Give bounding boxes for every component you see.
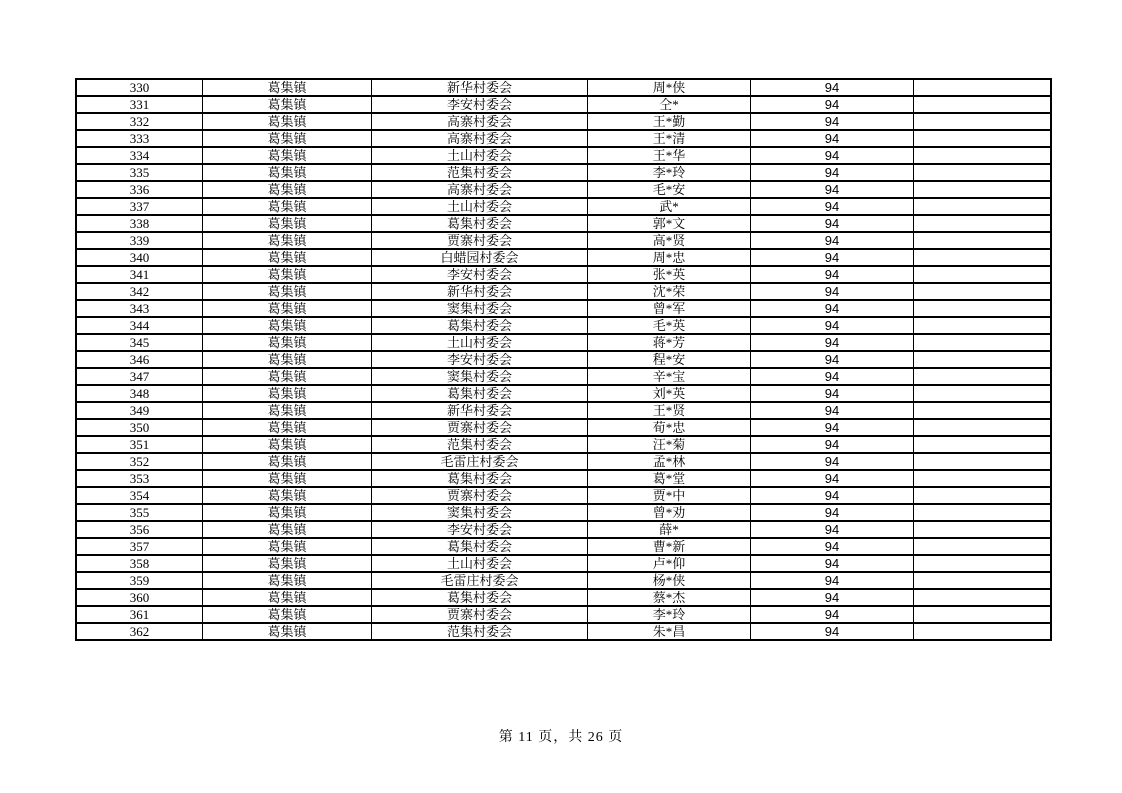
row-number-cell: 359 <box>76 572 203 589</box>
row-number-cell: 333 <box>76 130 203 147</box>
row-number-cell: 341 <box>76 266 203 283</box>
score-cell: 94 <box>751 215 914 232</box>
town-cell: 葛集镇 <box>203 249 372 266</box>
table-row <box>76 249 1051 266</box>
town-cell: 葛集镇 <box>203 419 372 436</box>
remark-cell <box>914 368 1052 385</box>
name-cell: 毛*安 <box>588 181 751 198</box>
name-cell: 程*安 <box>588 351 751 368</box>
row-number-cell: 357 <box>76 538 203 555</box>
remark-cell <box>914 232 1052 249</box>
table-row <box>76 555 1051 572</box>
row-number-cell: 346 <box>76 351 203 368</box>
village-cell: 葛集村委会 <box>372 538 588 555</box>
name-cell: 蔡*杰 <box>588 589 751 606</box>
name-cell: 卢*仰 <box>588 555 751 572</box>
score-cell: 94 <box>751 113 914 130</box>
name-cell: 高*贤 <box>588 232 751 249</box>
name-cell: 曾*劝 <box>588 504 751 521</box>
town-cell: 葛集镇 <box>203 606 372 623</box>
name-cell: 曾*军 <box>588 300 751 317</box>
table-row <box>76 232 1051 249</box>
score-cell: 94 <box>751 164 914 181</box>
town-cell: 葛集镇 <box>203 113 372 130</box>
name-cell: 沈*荣 <box>588 283 751 300</box>
score-cell: 94 <box>751 79 914 96</box>
table-row <box>76 436 1051 453</box>
table-row <box>76 351 1051 368</box>
town-cell: 葛集镇 <box>203 300 372 317</box>
name-cell: 贾*中 <box>588 487 751 504</box>
name-cell: 武* <box>588 198 751 215</box>
remark-cell <box>914 334 1052 351</box>
table-row <box>76 113 1051 130</box>
score-cell: 94 <box>751 402 914 419</box>
score-cell: 94 <box>751 283 914 300</box>
town-cell: 葛集镇 <box>203 164 372 181</box>
village-cell: 毛雷庄村委会 <box>372 453 588 470</box>
name-cell: 王*贤 <box>588 402 751 419</box>
remark-cell <box>914 606 1052 623</box>
remark-cell <box>914 266 1052 283</box>
table-row <box>76 96 1051 113</box>
results-table-body <box>76 79 1051 640</box>
remark-cell <box>914 147 1052 164</box>
name-cell: 李*玲 <box>588 606 751 623</box>
village-cell: 新华村委会 <box>372 79 588 96</box>
name-cell: 张*英 <box>588 266 751 283</box>
town-cell: 葛集镇 <box>203 572 372 589</box>
town-cell: 葛集镇 <box>203 283 372 300</box>
score-cell: 94 <box>751 351 914 368</box>
town-cell: 葛集镇 <box>203 368 372 385</box>
remark-cell <box>914 96 1052 113</box>
table-row <box>76 164 1051 181</box>
row-number-cell: 349 <box>76 402 203 419</box>
score-cell: 94 <box>751 385 914 402</box>
village-cell: 贾寨村委会 <box>372 606 588 623</box>
row-number-cell: 355 <box>76 504 203 521</box>
remark-cell <box>914 79 1052 96</box>
table-row <box>76 385 1051 402</box>
village-cell: 李安村委会 <box>372 351 588 368</box>
table-row <box>76 266 1051 283</box>
score-cell: 94 <box>751 470 914 487</box>
page-number-footer: 第 11 页，共 26 页 <box>498 730 624 745</box>
name-cell: 郭*文 <box>588 215 751 232</box>
score-cell: 94 <box>751 249 914 266</box>
row-number-cell: 343 <box>76 300 203 317</box>
table-row <box>76 79 1051 96</box>
row-number-cell: 342 <box>76 283 203 300</box>
row-number-cell: 334 <box>76 147 203 164</box>
village-cell: 土山村委会 <box>372 334 588 351</box>
score-cell: 94 <box>751 232 914 249</box>
village-cell: 窦集村委会 <box>372 504 588 521</box>
table-row <box>76 181 1051 198</box>
remark-cell <box>914 402 1052 419</box>
name-cell: 曹*新 <box>588 538 751 555</box>
village-cell: 葛集村委会 <box>372 317 588 334</box>
score-cell: 94 <box>751 538 914 555</box>
row-number-cell: 348 <box>76 385 203 402</box>
remark-cell <box>914 453 1052 470</box>
town-cell: 葛集镇 <box>203 538 372 555</box>
name-cell: 仝* <box>588 96 751 113</box>
remark-cell <box>914 419 1052 436</box>
village-cell: 李安村委会 <box>372 96 588 113</box>
name-cell: 朱*昌 <box>588 623 751 640</box>
score-cell: 94 <box>751 606 914 623</box>
row-number-cell: 351 <box>76 436 203 453</box>
town-cell: 葛集镇 <box>203 453 372 470</box>
village-cell: 土山村委会 <box>372 198 588 215</box>
row-number-cell: 330 <box>76 79 203 96</box>
town-cell: 葛集镇 <box>203 130 372 147</box>
remark-cell <box>914 300 1052 317</box>
name-cell: 荀*忠 <box>588 419 751 436</box>
town-cell: 葛集镇 <box>203 385 372 402</box>
row-number-cell: 335 <box>76 164 203 181</box>
village-cell: 贾寨村委会 <box>372 487 588 504</box>
town-cell: 葛集镇 <box>203 317 372 334</box>
score-cell: 94 <box>751 300 914 317</box>
row-number-cell: 337 <box>76 198 203 215</box>
town-cell: 葛集镇 <box>203 402 372 419</box>
village-cell: 窦集村委会 <box>372 368 588 385</box>
row-number-cell: 352 <box>76 453 203 470</box>
name-cell: 蒋*芳 <box>588 334 751 351</box>
name-cell: 孟*林 <box>588 453 751 470</box>
remark-cell <box>914 283 1052 300</box>
table-row <box>76 504 1051 521</box>
remark-cell <box>914 538 1052 555</box>
row-number-cell: 340 <box>76 249 203 266</box>
score-cell: 94 <box>751 504 914 521</box>
village-cell: 葛集村委会 <box>372 470 588 487</box>
score-cell: 94 <box>751 487 914 504</box>
row-number-cell: 356 <box>76 521 203 538</box>
table-row <box>76 198 1051 215</box>
score-cell: 94 <box>751 419 914 436</box>
score-cell: 94 <box>751 589 914 606</box>
village-cell: 高寨村委会 <box>372 181 588 198</box>
row-number-cell: 358 <box>76 555 203 572</box>
town-cell: 葛集镇 <box>203 623 372 640</box>
town-cell: 葛集镇 <box>203 555 372 572</box>
table-row <box>76 317 1051 334</box>
table-row <box>76 402 1051 419</box>
village-cell: 新华村委会 <box>372 402 588 419</box>
town-cell: 葛集镇 <box>203 266 372 283</box>
row-number-cell: 354 <box>76 487 203 504</box>
name-cell: 周*忠 <box>588 249 751 266</box>
score-cell: 94 <box>751 198 914 215</box>
remark-cell <box>914 555 1052 572</box>
name-cell: 辛*宝 <box>588 368 751 385</box>
row-number-cell: 339 <box>76 232 203 249</box>
name-cell: 刘*英 <box>588 385 751 402</box>
remark-cell <box>914 589 1052 606</box>
remark-cell <box>914 504 1052 521</box>
score-cell: 94 <box>751 436 914 453</box>
town-cell: 葛集镇 <box>203 504 372 521</box>
name-cell: 周*侠 <box>588 79 751 96</box>
remark-cell <box>914 487 1052 504</box>
score-cell: 94 <box>751 334 914 351</box>
town-cell: 葛集镇 <box>203 232 372 249</box>
remark-cell <box>914 623 1052 640</box>
town-cell: 葛集镇 <box>203 96 372 113</box>
remark-cell <box>914 436 1052 453</box>
score-cell: 94 <box>751 317 914 334</box>
town-cell: 葛集镇 <box>203 198 372 215</box>
village-cell: 李安村委会 <box>372 521 588 538</box>
name-cell: 汪*菊 <box>588 436 751 453</box>
name-cell: 王*勤 <box>588 113 751 130</box>
table-row <box>76 215 1051 232</box>
name-cell: 王*清 <box>588 130 751 147</box>
town-cell: 葛集镇 <box>203 589 372 606</box>
results-table <box>75 78 1052 641</box>
row-number-cell: 360 <box>76 589 203 606</box>
village-cell: 白蜡园村委会 <box>372 249 588 266</box>
village-cell: 窦集村委会 <box>372 300 588 317</box>
table-row <box>76 147 1051 164</box>
row-number-cell: 331 <box>76 96 203 113</box>
table-row <box>76 300 1051 317</box>
score-cell: 94 <box>751 623 914 640</box>
town-cell: 葛集镇 <box>203 487 372 504</box>
table-row <box>76 487 1051 504</box>
name-cell: 毛*英 <box>588 317 751 334</box>
score-cell: 94 <box>751 96 914 113</box>
name-cell: 王*华 <box>588 147 751 164</box>
table-row <box>76 334 1051 351</box>
village-cell: 土山村委会 <box>372 555 588 572</box>
village-cell: 贾寨村委会 <box>372 232 588 249</box>
remark-cell <box>914 470 1052 487</box>
name-cell: 杨*侠 <box>588 572 751 589</box>
table-row <box>76 623 1051 640</box>
remark-cell <box>914 198 1052 215</box>
village-cell: 范集村委会 <box>372 436 588 453</box>
town-cell: 葛集镇 <box>203 351 372 368</box>
name-cell: 薛* <box>588 521 751 538</box>
table-row <box>76 572 1051 589</box>
row-number-cell: 362 <box>76 623 203 640</box>
score-cell: 94 <box>751 555 914 572</box>
remark-cell <box>914 215 1052 232</box>
town-cell: 葛集镇 <box>203 79 372 96</box>
score-cell: 94 <box>751 453 914 470</box>
town-cell: 葛集镇 <box>203 181 372 198</box>
remark-cell <box>914 113 1052 130</box>
remark-cell <box>914 249 1052 266</box>
row-number-cell: 336 <box>76 181 203 198</box>
remark-cell <box>914 572 1052 589</box>
town-cell: 葛集镇 <box>203 334 372 351</box>
remark-cell <box>914 317 1052 334</box>
village-cell: 范集村委会 <box>372 623 588 640</box>
town-cell: 葛集镇 <box>203 436 372 453</box>
remark-cell <box>914 521 1052 538</box>
table-row <box>76 521 1051 538</box>
table-row <box>76 453 1051 470</box>
table-row <box>76 368 1051 385</box>
table-row <box>76 130 1051 147</box>
remark-cell <box>914 181 1052 198</box>
score-cell: 94 <box>751 181 914 198</box>
table-row <box>76 589 1051 606</box>
row-number-cell: 345 <box>76 334 203 351</box>
remark-cell <box>914 130 1052 147</box>
name-cell: 葛*堂 <box>588 470 751 487</box>
village-cell: 高寨村委会 <box>372 113 588 130</box>
row-number-cell: 347 <box>76 368 203 385</box>
row-number-cell: 344 <box>76 317 203 334</box>
town-cell: 葛集镇 <box>203 470 372 487</box>
score-cell: 94 <box>751 368 914 385</box>
village-cell: 贾寨村委会 <box>372 419 588 436</box>
row-number-cell: 338 <box>76 215 203 232</box>
table-row <box>76 470 1051 487</box>
village-cell: 高寨村委会 <box>372 130 588 147</box>
village-cell: 葛集村委会 <box>372 215 588 232</box>
score-cell: 94 <box>751 572 914 589</box>
score-cell: 94 <box>751 130 914 147</box>
table-row <box>76 606 1051 623</box>
remark-cell <box>914 351 1052 368</box>
table-row <box>76 538 1051 555</box>
remark-cell <box>914 385 1052 402</box>
score-cell: 94 <box>751 147 914 164</box>
village-cell: 葛集村委会 <box>372 589 588 606</box>
name-cell: 李*玲 <box>588 164 751 181</box>
village-cell: 李安村委会 <box>372 266 588 283</box>
score-cell: 94 <box>751 266 914 283</box>
village-cell: 葛集村委会 <box>372 385 588 402</box>
village-cell: 毛雷庄村委会 <box>372 572 588 589</box>
town-cell: 葛集镇 <box>203 521 372 538</box>
town-cell: 葛集镇 <box>203 215 372 232</box>
village-cell: 范集村委会 <box>372 164 588 181</box>
score-cell: 94 <box>751 521 914 538</box>
village-cell: 新华村委会 <box>372 283 588 300</box>
row-number-cell: 361 <box>76 606 203 623</box>
remark-cell <box>914 164 1052 181</box>
row-number-cell: 350 <box>76 419 203 436</box>
town-cell: 葛集镇 <box>203 147 372 164</box>
row-number-cell: 353 <box>76 470 203 487</box>
table-row <box>76 419 1051 436</box>
table-row <box>76 283 1051 300</box>
row-number-cell: 332 <box>76 113 203 130</box>
village-cell: 土山村委会 <box>372 147 588 164</box>
